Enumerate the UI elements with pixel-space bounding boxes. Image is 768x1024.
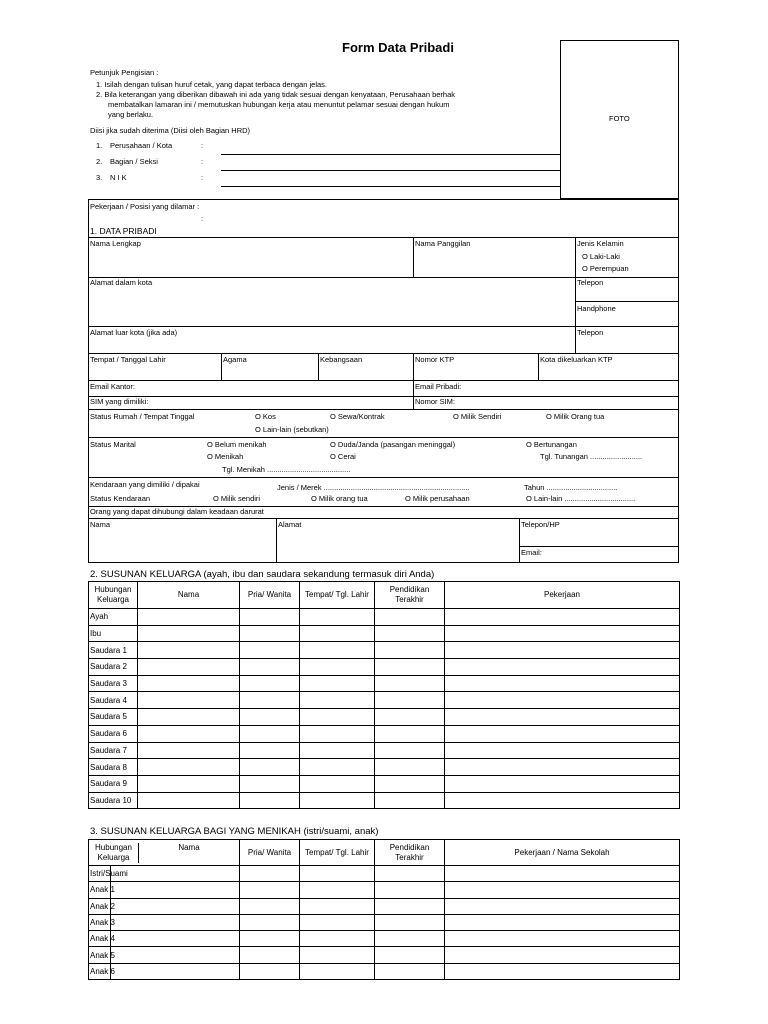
hrd-num: 3. <box>96 173 103 182</box>
relationship-cell: Saudara 10 <box>89 792 138 809</box>
marital-single-option[interactable]: O Belum menikah <box>207 440 267 449</box>
hrd-colon: : <box>201 141 204 150</box>
photo-label: FOTO <box>609 114 630 123</box>
input-cell[interactable] <box>240 866 300 882</box>
input-cell[interactable] <box>445 947 680 963</box>
input-cell[interactable] <box>445 898 680 914</box>
relationship-cell: Saudara 4 <box>89 692 138 709</box>
input-cell[interactable] <box>375 692 445 709</box>
marital-engaged-option[interactable]: O Bertunangan <box>526 440 577 449</box>
input-cell[interactable] <box>300 792 375 809</box>
input-cell[interactable] <box>375 642 445 659</box>
instructions-heading: Petunjuk Pengisian : <box>90 68 159 77</box>
hrd-department-field[interactable] <box>221 170 560 171</box>
section-2-title: 2. SUSUNAN KELUARGA (ayah, ibu dan saudara sekandung termasuk diri Anda) <box>90 569 435 580</box>
input-cell[interactable] <box>300 742 375 759</box>
input-cell[interactable] <box>138 692 240 709</box>
phone-2-label[interactable]: Telepon <box>577 328 604 337</box>
table-row <box>89 775 680 792</box>
residence-status-label: Status Rumah / Tempat Tinggal <box>90 412 195 421</box>
vehicle-brand-field[interactable]: Jenis / Merek ...................................................................... <box>277 483 470 492</box>
gender-female-option[interactable]: O Perempuan <box>582 264 629 273</box>
vehicle-own-option[interactable]: O Milik sendiri <box>213 494 261 503</box>
residence-other-option[interactable]: O Lain-lain (sebutkan) <box>255 425 329 434</box>
input-cell[interactable] <box>445 692 680 709</box>
gender-label: Jenis Kelamin <box>577 239 624 248</box>
table-row <box>89 914 680 930</box>
marriage-date-field[interactable]: Tgl. Menikah ........................................ <box>222 465 351 474</box>
table-row <box>89 742 680 759</box>
input-cell[interactable] <box>111 882 240 898</box>
hrd-label-nik: N I K <box>110 173 127 182</box>
hrd-colon: : <box>201 173 204 182</box>
religion-label[interactable]: Agama <box>223 355 247 364</box>
relationship-cell: Anak 6 <box>89 963 111 979</box>
residence-rent-option[interactable]: O Sewa/Kontrak <box>330 412 385 421</box>
section-3-title: 3. SUSUNAN KELUARGA BAGI YANG MENIKAH (istri/suami, anak) <box>90 826 379 837</box>
emergency-name-label[interactable]: Nama <box>90 520 111 529</box>
input-cell[interactable] <box>138 659 240 676</box>
input-cell[interactable] <box>375 625 445 642</box>
emergency-email-label[interactable]: Email: <box>521 548 542 557</box>
input-cell[interactable] <box>375 882 445 898</box>
marital-widowed-option[interactable]: O Duda/Janda (pasangan meninggal) <box>330 440 456 449</box>
relationship-cell: Anak 2 <box>89 898 111 914</box>
input-cell[interactable] <box>300 963 375 979</box>
input-cell[interactable] <box>240 709 300 726</box>
input-cell[interactable] <box>375 709 445 726</box>
input-cell[interactable] <box>445 759 680 776</box>
table-row <box>89 625 680 642</box>
position-label: Pekerjaan / Posisi yang dilamar : <box>90 202 200 211</box>
input-cell[interactable] <box>240 898 300 914</box>
sim-label[interactable]: SIM yang dimiliki: <box>90 397 149 406</box>
table-row <box>89 866 680 882</box>
relationship-cell: Anak 5 <box>89 947 111 963</box>
input-cell[interactable] <box>111 931 240 947</box>
input-cell[interactable] <box>375 792 445 809</box>
column-header: Tempat/ Tgl. Lahir <box>300 582 375 609</box>
input-cell[interactable] <box>240 609 300 626</box>
input-cell[interactable] <box>300 642 375 659</box>
full-name-label[interactable]: Nama Lengkap <box>90 239 141 248</box>
table-row <box>89 759 680 776</box>
input-cell[interactable] <box>300 675 375 692</box>
family-table <box>88 581 680 809</box>
column-header: Pekerjaan / Nama Sekolah <box>445 840 680 866</box>
relationship-cell: Ibu <box>89 625 138 642</box>
relationship-cell: Saudara 8 <box>89 759 138 776</box>
column-header: Pendidikan Terakhir <box>375 840 445 866</box>
column-header: Nama <box>138 582 240 609</box>
nickname-label[interactable]: Nama Panggilan <box>415 239 471 248</box>
input-cell[interactable] <box>240 775 300 792</box>
emergency-label: Orang yang dapat dihubungi dalam keadaan darurat <box>90 507 264 516</box>
input-cell[interactable] <box>138 675 240 692</box>
relationship-cell: Anak 3 <box>89 914 111 930</box>
hrd-heading: Diisi jika sudah diterima (Diisi oleh Bagian HRD) <box>90 126 251 135</box>
ktp-number-label[interactable]: Nomor KTP <box>415 355 455 364</box>
table-row <box>89 642 680 659</box>
table-row <box>89 963 680 979</box>
input-cell[interactable] <box>375 675 445 692</box>
input-cell[interactable] <box>300 866 375 882</box>
sim-number-label[interactable]: Nomor SIM: <box>415 397 456 406</box>
header-name: Nama <box>138 843 239 863</box>
input-cell[interactable] <box>300 709 375 726</box>
input-cell[interactable] <box>300 625 375 642</box>
relationship-cell: Saudara 9 <box>89 775 138 792</box>
column-header: Tempat/ Tgl. Lahir <box>300 840 375 866</box>
birth-label[interactable]: Tempat / Tanggal Lahir <box>90 355 166 364</box>
input-cell[interactable] <box>375 866 445 882</box>
table-row <box>89 725 680 742</box>
input-cell[interactable] <box>138 709 240 726</box>
input-cell[interactable] <box>111 866 240 882</box>
input-cell[interactable] <box>240 675 300 692</box>
input-cell[interactable] <box>300 609 375 626</box>
table-row <box>89 692 680 709</box>
relationship-cell: Istri/Suami <box>89 866 111 882</box>
input-cell[interactable] <box>240 625 300 642</box>
input-cell[interactable] <box>138 625 240 642</box>
address-out-city-label[interactable]: Alamat luar kota (jika ada) <box>90 328 178 337</box>
input-cell[interactable] <box>300 775 375 792</box>
input-cell[interactable] <box>375 963 445 979</box>
column-header: Pendidikan Terakhir <box>375 582 445 609</box>
instruction-item: membatalkan lamaran ini / memutuskan hubungan kerja atau menuntut pelamar sesuai dengan hukum <box>108 100 450 109</box>
input-cell[interactable] <box>111 898 240 914</box>
input-cell[interactable] <box>240 692 300 709</box>
address-in-city-label[interactable]: Alamat dalam kota <box>90 278 153 287</box>
input-cell[interactable] <box>240 882 300 898</box>
header-relationship: Hubungan Keluarga <box>95 842 132 862</box>
input-cell[interactable] <box>300 659 375 676</box>
section-1-title: 1. DATA PRIBADI <box>90 226 157 236</box>
table-row <box>89 947 680 963</box>
marital-married-option[interactable]: O Menikah <box>207 452 244 461</box>
residence-parents-option[interactable]: O Milik Orang tua <box>546 412 605 421</box>
vehicle-company-option[interactable]: O Milik perusahaan <box>405 494 470 503</box>
table-row <box>89 609 680 626</box>
input-cell[interactable] <box>300 947 375 963</box>
phone-label[interactable]: Telepon <box>577 278 604 287</box>
input-cell[interactable] <box>300 914 375 930</box>
input-cell[interactable] <box>111 947 240 963</box>
input-cell[interactable] <box>240 642 300 659</box>
hrd-company-field[interactable] <box>221 154 560 155</box>
ktp-city-label[interactable]: Kota dikeluarkan KTP <box>540 355 613 364</box>
input-cell[interactable] <box>445 882 680 898</box>
input-cell[interactable] <box>240 931 300 947</box>
input-cell[interactable] <box>138 759 240 776</box>
input-cell[interactable] <box>138 775 240 792</box>
input-cell[interactable] <box>240 947 300 963</box>
input-cell[interactable] <box>445 659 680 676</box>
residence-own-option[interactable]: O Milik Sendiri <box>453 412 502 421</box>
input-cell[interactable] <box>240 759 300 776</box>
input-cell[interactable] <box>375 947 445 963</box>
input-cell[interactable] <box>445 625 680 642</box>
marital-divorced-option[interactable]: O Cerai <box>330 452 356 461</box>
instruction-item: 1. Isilah dengan tulisan huruf cetak, yang dapat terbaca dengan jelas. <box>96 80 327 89</box>
table-row <box>89 898 680 914</box>
input-cell[interactable] <box>445 914 680 930</box>
nationality-label[interactable]: Kebangsaan <box>320 355 363 364</box>
relationship-cell: Saudara 7 <box>89 742 138 759</box>
emergency-address-label[interactable]: Alamat <box>278 520 302 529</box>
position-colon[interactable]: : <box>201 214 204 223</box>
residence-kos-option[interactable]: O Kos <box>255 412 276 421</box>
column-header <box>89 840 240 866</box>
relationship-cell: Saudara 6 <box>89 725 138 742</box>
handphone-label[interactable]: Handphone <box>577 304 616 313</box>
column-header: Pekerjaan <box>445 582 680 609</box>
vehicle-status-label: Status Kendaraan <box>90 494 151 503</box>
input-cell[interactable] <box>138 642 240 659</box>
gender-male-option[interactable]: O Laki-Laki <box>582 252 620 261</box>
input-cell[interactable] <box>445 609 680 626</box>
email-office-label[interactable]: Email Kantor: <box>90 382 136 391</box>
input-cell[interactable] <box>445 866 680 882</box>
relationship-cell: Saudara 5 <box>89 709 138 726</box>
input-cell[interactable] <box>445 742 680 759</box>
hrd-label-company: Perusahaan / Kota <box>110 141 173 150</box>
input-cell[interactable] <box>375 898 445 914</box>
table-row <box>89 792 680 809</box>
input-cell[interactable] <box>445 963 680 979</box>
marital-status-label: Status Marital <box>90 440 136 449</box>
table-row <box>89 931 680 947</box>
input-cell[interactable] <box>300 692 375 709</box>
input-cell[interactable] <box>375 742 445 759</box>
email-private-label[interactable]: Email Pribadi: <box>415 382 462 391</box>
input-cell[interactable] <box>375 725 445 742</box>
table-row <box>89 882 680 898</box>
hrd-num: 2. <box>96 157 103 166</box>
input-cell[interactable] <box>375 931 445 947</box>
relationship-cell: Ayah <box>89 609 138 626</box>
input-cell[interactable] <box>138 609 240 626</box>
table-row <box>89 709 680 726</box>
input-cell[interactable] <box>445 725 680 742</box>
input-cell[interactable] <box>375 775 445 792</box>
input-cell[interactable] <box>375 914 445 930</box>
input-cell[interactable] <box>375 659 445 676</box>
hrd-nik-field[interactable] <box>221 186 560 187</box>
input-cell[interactable] <box>111 963 240 979</box>
vehicle-parents-option[interactable]: O Milik orang tua <box>311 494 368 503</box>
input-cell[interactable] <box>300 931 375 947</box>
relationship-cell: Saudara 2 <box>89 659 138 676</box>
column-header: Pria/ Wanita <box>240 840 300 866</box>
input-cell[interactable] <box>445 642 680 659</box>
input-cell[interactable] <box>375 609 445 626</box>
input-cell[interactable] <box>138 742 240 759</box>
relationship-cell: Anak 1 <box>89 882 111 898</box>
input-cell[interactable] <box>240 742 300 759</box>
input-cell[interactable] <box>240 659 300 676</box>
table-row <box>89 659 680 676</box>
input-cell[interactable] <box>445 792 680 809</box>
input-cell[interactable] <box>300 725 375 742</box>
input-cell[interactable] <box>138 725 240 742</box>
photo-box[interactable] <box>560 40 679 199</box>
married-family-table <box>88 839 680 980</box>
input-cell[interactable] <box>300 882 375 898</box>
relationship-cell: Saudara 3 <box>89 675 138 692</box>
input-cell[interactable] <box>300 898 375 914</box>
vehicle-other-option[interactable]: O Lain-lain .................................. <box>526 494 636 503</box>
input-cell[interactable] <box>138 792 240 809</box>
input-cell[interactable] <box>240 792 300 809</box>
input-cell[interactable] <box>375 759 445 776</box>
input-cell[interactable] <box>445 775 680 792</box>
emergency-phone-label[interactable]: Telepon/HP <box>521 520 560 529</box>
relationship-cell: Saudara 1 <box>89 642 138 659</box>
relationship-cell: Anak 4 <box>89 931 111 947</box>
engagement-date-field[interactable]: Tgl. Tunangan ......................... <box>540 452 643 461</box>
input-cell[interactable] <box>240 725 300 742</box>
column-header: Pria/ Wanita <box>240 582 300 609</box>
hrd-num: 1. <box>96 141 103 150</box>
instruction-item: yang berlaku. <box>108 110 154 119</box>
input-cell[interactable] <box>240 963 300 979</box>
input-cell[interactable] <box>300 759 375 776</box>
instruction-item: 2. Bila keterangan yang diberikan dibawah ini ada yang tidak sesuai dengan kenyataan, Perusahaan berhak <box>96 90 456 99</box>
input-cell[interactable] <box>111 914 240 930</box>
form-title: Form Data Pribadi <box>342 40 454 55</box>
input-cell[interactable] <box>445 675 680 692</box>
column-header: Hubungan Keluarga <box>89 582 138 609</box>
hrd-label-department: Bagian / Seksi <box>110 157 158 166</box>
input-cell[interactable] <box>240 914 300 930</box>
hrd-colon: : <box>201 157 204 166</box>
table-row <box>89 675 680 692</box>
vehicle-year-field[interactable]: Tahun .................................. <box>524 483 618 492</box>
input-cell[interactable] <box>445 931 680 947</box>
input-cell[interactable] <box>445 709 680 726</box>
vehicle-label: Kendaraan yang dimiliki / dipakai <box>90 480 200 489</box>
